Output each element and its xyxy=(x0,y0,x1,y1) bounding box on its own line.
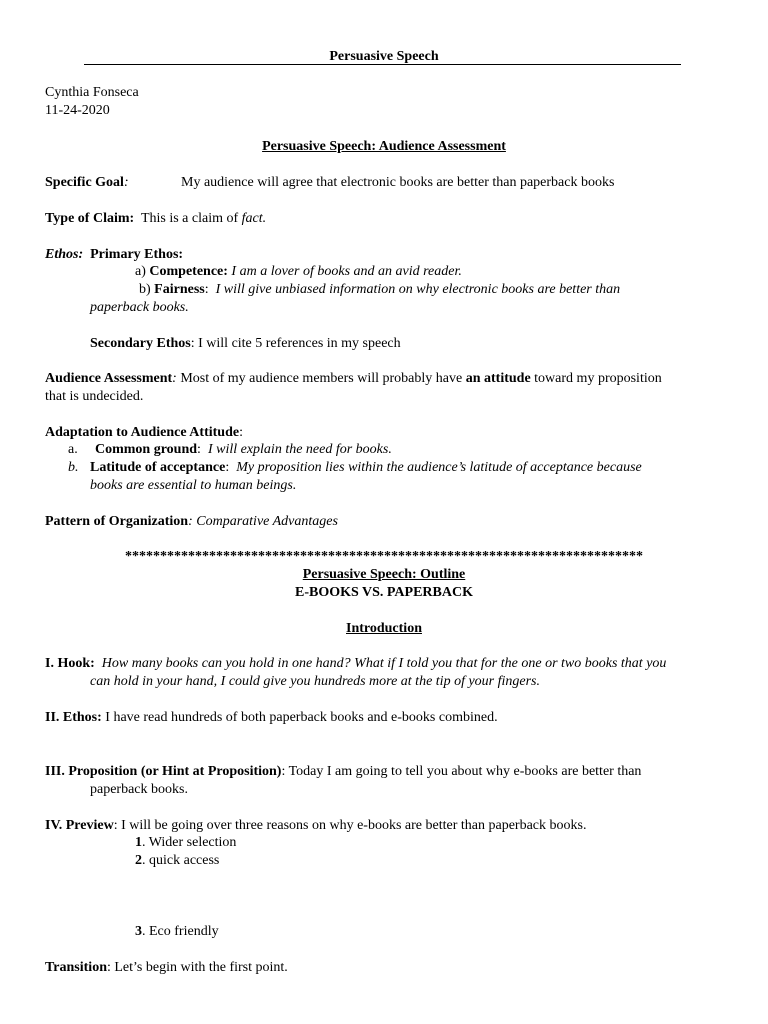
outline-subtitle-text: E-BOOKS VS. PAPERBACK xyxy=(294,585,473,600)
preview-item-2 xyxy=(135,852,219,870)
latitude-text-2 xyxy=(90,477,296,495)
proposition xyxy=(45,763,641,781)
preview-item-3-text: . Eco friendly xyxy=(142,924,219,939)
preview-item-3 xyxy=(135,923,219,941)
preview-item-1-text: . Wider selection xyxy=(142,835,237,850)
type-of-claim-emph: fact xyxy=(241,211,263,226)
pattern-label: Pattern of Organization xyxy=(45,514,189,529)
ethos-label: Ethos: xyxy=(45,247,84,262)
fairness-text-2-inner: paperback books. xyxy=(90,300,189,315)
secondary-ethos xyxy=(90,335,401,353)
outline-subtitle xyxy=(0,584,768,602)
preview xyxy=(45,817,586,835)
type-of-claim-end: . xyxy=(262,211,267,226)
fairness-label: Fairness xyxy=(154,282,205,297)
adaptation-latitude xyxy=(90,459,642,477)
preview-item-2-num: 2 xyxy=(135,853,142,868)
fairness-marker: b) xyxy=(139,282,155,297)
audience-assessment-text-3: that is undecided. xyxy=(45,389,144,404)
pattern-of-organization xyxy=(45,513,338,531)
type-of-claim xyxy=(45,210,266,228)
secondary-ethos-label: Secondary Ethos xyxy=(90,336,191,351)
page-header xyxy=(0,48,768,66)
type-of-claim-label: Type of Claim: xyxy=(45,211,135,226)
hook-text-1: How many books can you hold in one hand? What if I told you that for the one or two books that you xyxy=(101,656,667,671)
latitude-text-2-inner: books are essential to human beings. xyxy=(90,478,297,493)
preview-item-3-num: 3 xyxy=(135,924,142,939)
ethos-fairness xyxy=(139,281,620,299)
outline-ethos-text: I have read hundreds of both paperback books and e-books combined. xyxy=(101,710,498,725)
latitude-label: Latitude of acceptance xyxy=(90,460,226,475)
adaptation-b-marker-inner: b. xyxy=(68,460,79,475)
outline-ethos xyxy=(45,709,498,727)
separator-text: ************************************************************************** xyxy=(125,549,643,564)
fairness-text-2 xyxy=(90,299,189,317)
section-separator xyxy=(0,548,768,566)
hook-text-2-inner: can hold in your hand, I could give you hundreds more at the tip of your fingers. xyxy=(90,674,541,689)
transition-label: Transition xyxy=(45,960,107,975)
hook-text-2 xyxy=(90,673,540,691)
introduction-heading-text: Introduction xyxy=(346,621,422,636)
transition-text: : Let’s begin with the first point. xyxy=(106,960,288,975)
outline-heading xyxy=(0,566,768,584)
adaptation-heading xyxy=(45,424,243,442)
pattern-text: Comparative Advantages xyxy=(192,514,338,529)
transition xyxy=(45,959,288,977)
specific-goal xyxy=(45,174,129,192)
specific-goal-label: Specific Goal xyxy=(45,175,124,190)
proposition-label: III. Proposition (or Hint at Proposition) xyxy=(45,764,282,779)
proposition-text-1: : Today I am going to tell you about why e-books are better than xyxy=(281,764,642,779)
competence-marker: a) xyxy=(135,264,150,279)
pattern-colon: : xyxy=(188,514,193,529)
preview-label: IV. Preview xyxy=(45,818,114,833)
competence-text: I am a lover of books and an avid reader. xyxy=(231,264,462,279)
hook-label: I. Hook: xyxy=(45,656,95,671)
audience-assessment-colon: : xyxy=(172,371,177,386)
latitude-colon: : xyxy=(225,460,230,475)
hook xyxy=(45,655,666,673)
document-date: 11-24-2020 xyxy=(45,103,110,118)
ethos-line xyxy=(45,246,183,264)
specific-goal-text: My audience will agree that electronic books are better than paperback books xyxy=(181,175,615,190)
preview-item-1 xyxy=(135,834,236,852)
author-name: Cynthia Fonseca xyxy=(45,85,139,100)
adaptation-common-ground xyxy=(95,441,392,459)
preview-item-1-num: 1 xyxy=(135,835,142,850)
introduction-heading xyxy=(0,620,768,638)
audience-assessment-text-1: Most of my audience members will probably have xyxy=(176,371,466,386)
header-title: Persuasive Speech xyxy=(329,49,439,64)
fairness-text-1: I will give unbiased information on why electronic books are better than xyxy=(215,282,621,297)
adaptation-b-marker xyxy=(68,459,79,477)
primary-ethos-label: Primary Ethos: xyxy=(90,247,184,262)
proposition-text-2: paperback books. xyxy=(90,782,188,797)
ethos-competence xyxy=(135,263,462,281)
competence-label: Competence: xyxy=(149,264,228,279)
type-of-claim-text: This is a claim of xyxy=(140,211,242,226)
audience-assessment xyxy=(45,370,662,388)
common-ground-colon: : xyxy=(197,442,201,457)
adaptation-a-marker: a. xyxy=(68,442,78,457)
audience-assessment-text-2: toward my proposition xyxy=(530,371,662,386)
assessment-heading xyxy=(0,138,768,156)
preview-text: : I will be going over three reasons on why e-books are better than paperback books. xyxy=(113,818,587,833)
audience-assessment-label: Audience Assessment xyxy=(45,371,173,386)
fairness-colon: : xyxy=(204,282,209,297)
adaptation-label: Adaptation to Audience Attitude xyxy=(45,425,240,440)
outline-heading-text: Persuasive Speech: Outline xyxy=(302,567,466,582)
preview-item-2-text: . quick access xyxy=(142,853,220,868)
outline-ethos-label: II. Ethos: xyxy=(45,710,102,725)
audience-assessment-bold: an attitude xyxy=(465,371,531,386)
adaptation-colon: : xyxy=(239,425,243,440)
common-ground-label: Common ground xyxy=(95,442,198,457)
common-ground-text: I will explain the need for books. xyxy=(207,442,392,457)
assessment-heading-text: Persuasive Speech: Audience Assessment xyxy=(262,139,506,154)
latitude-text-1: My proposition lies within the audience’s latitude of acceptance because xyxy=(236,460,642,475)
specific-goal-colon: : xyxy=(123,175,129,190)
secondary-ethos-text: : I will cite 5 references in my speech xyxy=(190,336,401,351)
